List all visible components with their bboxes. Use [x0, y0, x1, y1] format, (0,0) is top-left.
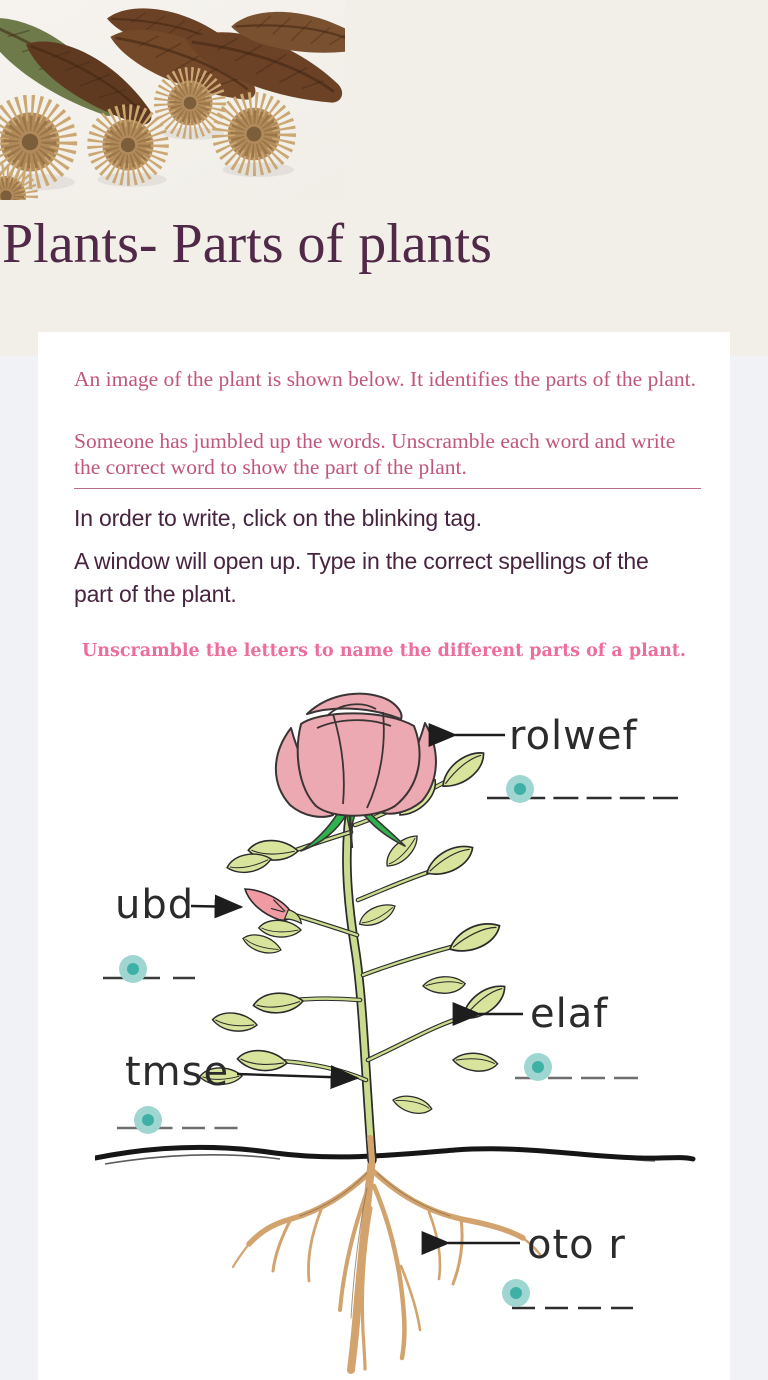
worksheet-heading: Unscramble the letters to name the different parts of a plant. [82, 641, 686, 661]
banner-autumn-leaves-image [0, 0, 345, 200]
bud-answer-line [103, 955, 195, 983]
label-stem-scrambled: tmse [125, 1049, 230, 1095]
label-leaf-scrambled: elaf [530, 991, 609, 1037]
ground-line [95, 1147, 693, 1164]
intro-paragraph-1: An image of the plant is shown below. It identifies the parts of the plant. [74, 367, 696, 391]
root-answer-line [502, 1279, 633, 1308]
blink-tag-stem[interactable] [134, 1106, 162, 1134]
leaf-answer-line [515, 1053, 638, 1081]
worksheet-card [38, 332, 730, 1380]
plant-stem [273, 778, 467, 1164]
instruction-paragraph-2: A window will open up. Type in the correct spellings of the part of the plant. [74, 548, 649, 607]
bud-callout [115, 882, 241, 928]
blink-tag-root[interactable] [502, 1279, 530, 1307]
plant-roots [233, 1158, 542, 1370]
page-header [0, 0, 768, 356]
blink-tag-flower[interactable] [506, 775, 534, 803]
page-title: Plants- Parts of plants [2, 213, 492, 275]
flower-answer-line [487, 775, 683, 803]
blink-tag-bud[interactable] [119, 955, 147, 983]
root-callout [448, 1222, 626, 1268]
blink-tag-leaf[interactable] [524, 1053, 552, 1081]
plant-diagram [95, 668, 715, 1380]
flower-callout [455, 713, 638, 759]
rose-flower [276, 694, 436, 851]
intro-paragraph-2: Someone has jumbled up the words. Unscramble each word and write the correct word to show the part of the plant. [74, 429, 676, 479]
instruction-paragraph-1: In order to write, click on the blinking tag. [74, 505, 482, 531]
label-root-scrambled: oto r [527, 1222, 626, 1268]
label-flower-scrambled: rolwef [509, 713, 638, 759]
stem-answer-line [117, 1106, 238, 1134]
label-bud-scrambled: ubd [115, 882, 195, 928]
section-divider [74, 488, 701, 489]
